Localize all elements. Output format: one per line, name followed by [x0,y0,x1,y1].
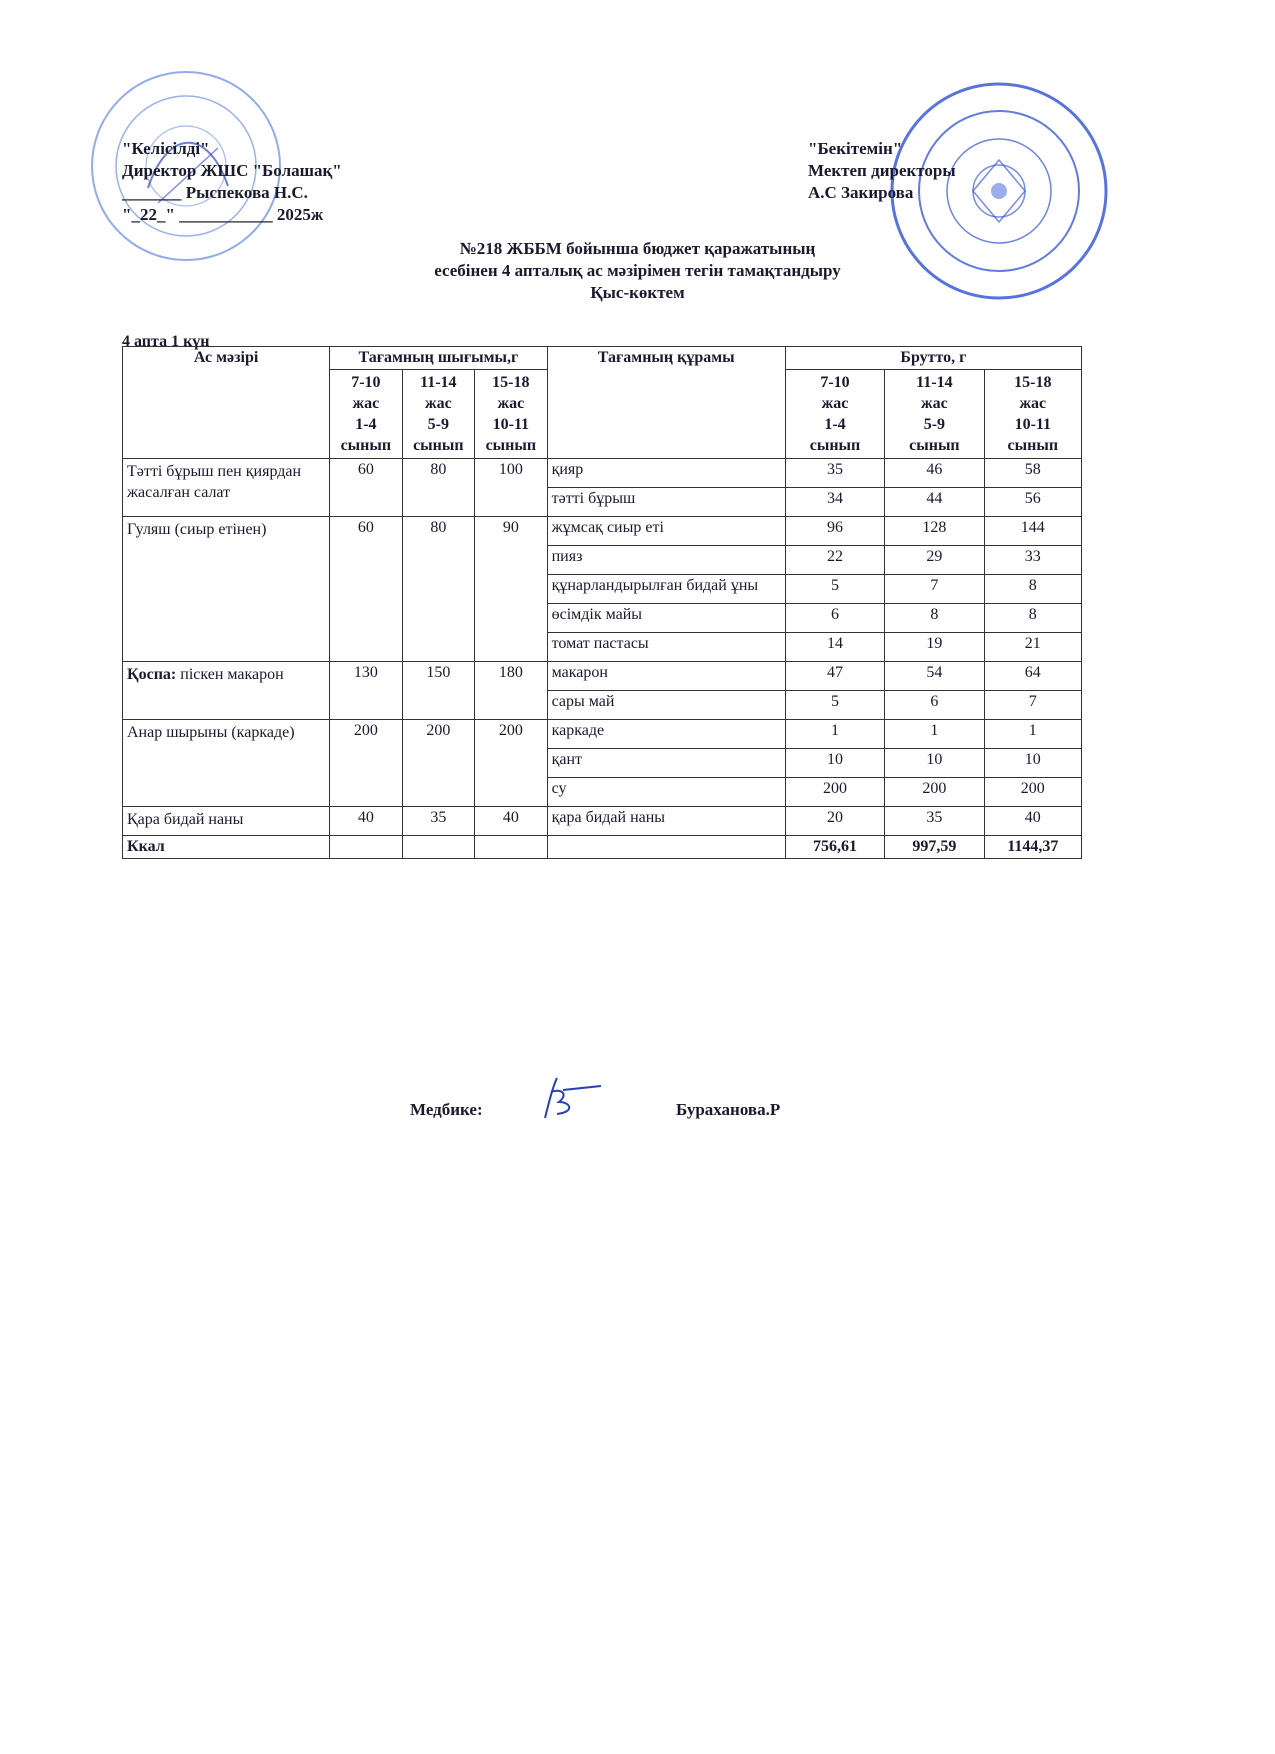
ingredient-brutto: 1 [785,720,884,749]
table-row [123,720,1082,749]
ingredient-brutto: 6 [785,604,884,633]
age-group-age: 7-10 [351,374,381,391]
dish-name-cell [123,662,330,720]
ingredient-brutto: 6 [885,691,984,720]
approval-right-line3: А.С Закирова [808,183,914,202]
dish-name-cell [123,517,330,662]
menu-table [122,346,1082,859]
empty-cell [330,836,402,859]
age-group-age: 11-14 [916,374,953,391]
approval-right-line1: "Бекітемін" [808,139,903,158]
age-group-brutto-2 [984,370,1081,459]
ingredient-brutto: 58 [984,459,1081,488]
ingredient-name: қара бидай наны [547,807,785,836]
ingredient-brutto: 44 [885,488,984,517]
age-group-age: 15-18 [492,374,530,391]
age-group-unit: жас [821,395,849,412]
dish-output: 35 [402,807,474,836]
ingredient-brutto: 56 [984,488,1081,517]
dish-name: піскен макарон [180,666,284,683]
ingredient-brutto: 54 [885,662,984,691]
ingredient-brutto: 21 [984,633,1081,662]
ingredient-brutto: 1 [984,720,1081,749]
ingredient-brutto: 10 [785,749,884,778]
dish-output: 80 [402,459,474,517]
ingredient-brutto: 8 [984,604,1081,633]
dish-name: Қара бидай наны [127,811,244,828]
age-group-unit: жас [424,395,452,412]
dish-output: 80 [402,517,474,662]
age-group-age: 11-14 [420,374,457,391]
ingredient-brutto: 5 [785,575,884,604]
empty-cell [402,836,474,859]
age-group-output-0 [330,370,402,459]
age-group-grade: 5-9 [923,416,946,433]
dish-output: 60 [330,517,402,662]
ingredient-name: тәтті бұрыш [547,488,785,517]
dish-name-cell [123,807,330,836]
ingredient-name: пияз [547,546,785,575]
ingredient-brutto: 14 [785,633,884,662]
approval-left-line4: "_22_" ___________ 2025ж [122,205,324,224]
title-line3: Қыс-көктем [590,283,685,302]
header-composition: Тағамның құрамы [547,347,785,459]
approval-left-line1: "Келісілді" [122,139,210,158]
dish-output: 200 [475,720,548,807]
ingredient-name: каркаде [547,720,785,749]
ingredient-brutto: 8 [885,604,984,633]
age-group-output-1 [402,370,474,459]
ingredient-brutto: 35 [785,459,884,488]
age-group-cls: сынып [340,437,392,454]
age-group-grade: 10-11 [1014,416,1052,433]
ingredient-brutto: 35 [885,807,984,836]
total-label: Ккал [123,836,330,859]
ingredient-brutto: 22 [785,546,884,575]
ingredient-brutto: 10 [984,749,1081,778]
age-group-cls: сынып [485,437,537,454]
age-group-cls: сынып [809,437,861,454]
ingredient-brutto: 47 [785,662,884,691]
ingredient-name: өсімдік майы [547,604,785,633]
approval-right-line2: Мектеп директоры [808,161,956,180]
approval-left-line3: _______ Рыспекова Н.С. [122,183,308,202]
ingredient-brutto: 34 [785,488,884,517]
ingredient-name: қант [547,749,785,778]
ingredient-brutto: 10 [885,749,984,778]
table-row [123,459,1082,488]
dish-name: Тәтті бұрыш пен қиярдан жасалған салат [127,463,302,501]
age-group-grade: 5-9 [427,416,449,433]
age-group-cls: сынып [413,437,464,454]
ingredient-name: қияр [547,459,785,488]
dish-output: 90 [475,517,548,662]
age-group-brutto-0 [785,370,884,459]
ingredient-brutto: 20 [785,807,884,836]
age-group-grade: 10-11 [492,416,530,433]
age-group-cls: сынып [1007,437,1059,454]
approval-left [122,138,342,226]
dish-name: Анар шырыны (каркаде) [127,724,295,741]
table-row [123,662,1082,691]
ingredient-brutto: 144 [984,517,1081,546]
ingredient-brutto: 5 [785,691,884,720]
ingredient-brutto: 8 [984,575,1081,604]
dish-name-cell [123,459,330,517]
title-line2: есебінен 4 апталық ас мәзірімен тегін тамақтандыру [434,261,841,280]
ingredient-brutto: 29 [885,546,984,575]
ingredient-name: макарон [547,662,785,691]
dish-output: 200 [402,720,474,807]
ingredient-name: құнарландырылған бидай ұны [547,575,785,604]
dish-output: 40 [475,807,548,836]
age-group-age: 15-18 [1014,374,1052,391]
approval-left-line2: Директор ЖШС "Болашақ" [122,161,342,180]
ingredient-name: томат пастасы [547,633,785,662]
title-line1: №218 ЖББМ бойынша бюджет қаражатының [459,239,816,258]
ingredient-brutto: 128 [885,517,984,546]
ingredient-brutto: 200 [984,778,1081,807]
ingredient-brutto: 33 [984,546,1081,575]
age-group-grade: 1-4 [355,416,377,433]
ingredient-brutto: 40 [984,807,1081,836]
ingredient-brutto: 1 [885,720,984,749]
age-group-unit: жас [921,395,948,412]
signature-icon [535,1072,605,1124]
age-group-unit: жас [1019,395,1047,412]
ingredient-brutto: 19 [885,633,984,662]
nurse-label: Медбике: [410,1100,483,1119]
dish-output: 60 [330,459,402,517]
age-group-unit: жас [352,395,380,412]
dish-output: 40 [330,807,402,836]
dish-name-cell [123,720,330,807]
dish-output: 180 [475,662,548,720]
nurse-name: Бураханова.Р [676,1100,781,1119]
age-group-output-2 [475,370,548,459]
total-kcal: 997,59 [885,836,984,859]
empty-cell [475,836,548,859]
age-group-cls: сынып [909,437,960,454]
header-menu: Ас мәзірі [123,347,330,459]
ingredient-brutto: 96 [785,517,884,546]
ingredient-brutto: 200 [785,778,884,807]
approval-right [808,138,956,204]
document-title [0,238,1275,304]
dish-output: 200 [330,720,402,807]
ingredient-name: жұмсақ сиыр еті [547,517,785,546]
ingredient-brutto: 7 [885,575,984,604]
total-kcal: 1144,37 [984,836,1081,859]
dish-name: Гуляш (сиыр етінен) [127,521,267,538]
ingredient-name: сары май [547,691,785,720]
table-row [123,807,1082,836]
week-label: 4 апта 1 күн [122,333,210,350]
ingredient-brutto: 64 [984,662,1081,691]
empty-cell [547,836,785,859]
total-kcal: 756,61 [785,836,884,859]
dish-output: 150 [402,662,474,720]
age-group-grade: 1-4 [824,416,846,433]
ingredient-brutto: 200 [885,778,984,807]
ingredient-name: су [547,778,785,807]
table-row [123,517,1082,546]
age-group-unit: жас [497,395,525,412]
dish-name-prefix: Қоспа: [127,666,177,683]
dish-output: 100 [475,459,548,517]
age-group-brutto-1 [885,370,984,459]
dish-output: 130 [330,662,402,720]
header-output: Тағамның шығымы,г [330,347,547,370]
age-group-age: 7-10 [820,374,850,391]
menu-body [123,459,1082,859]
ingredient-brutto: 46 [885,459,984,488]
header-brutto: Брутто, г [785,347,1081,370]
ingredient-brutto: 7 [984,691,1081,720]
total-row [123,836,1082,859]
